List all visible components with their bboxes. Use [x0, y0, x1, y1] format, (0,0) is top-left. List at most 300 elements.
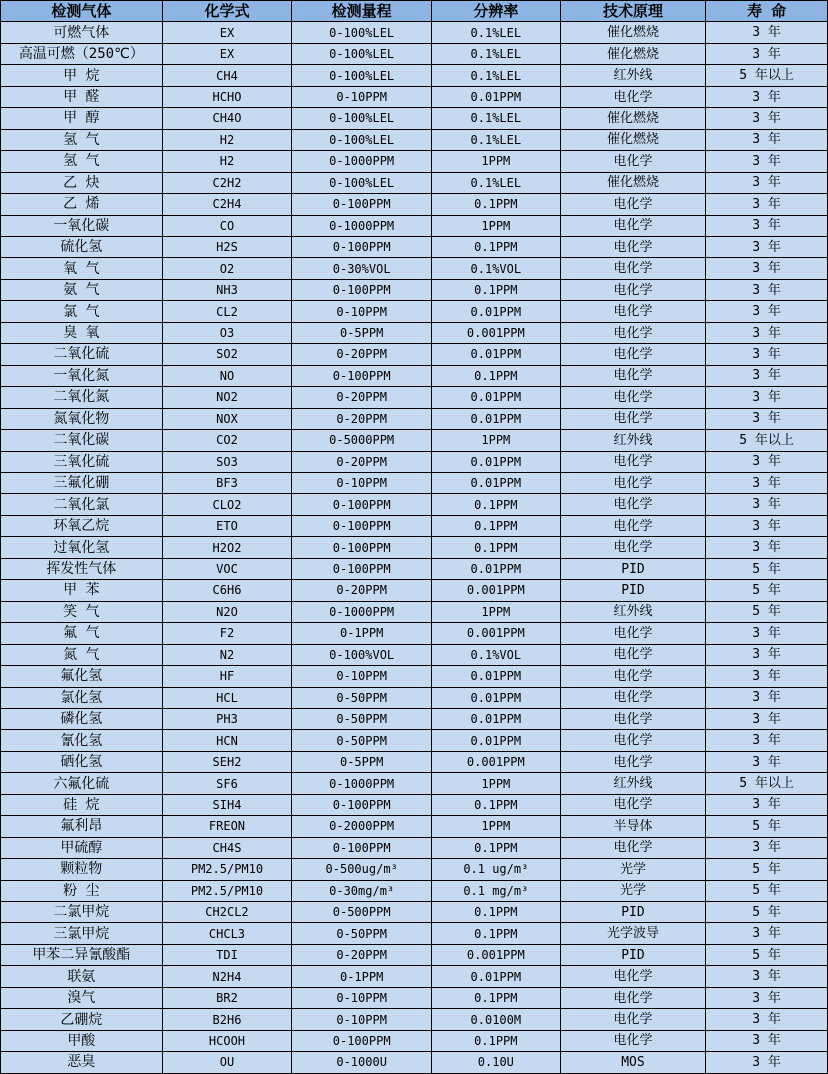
cell-gas-name: 三氯甲烷	[1, 923, 163, 943]
cell-formula: FREON	[163, 816, 293, 836]
table-row	[1, 945, 827, 966]
cell-resolution: 0.1%VOL	[432, 645, 561, 665]
table-row	[1, 752, 827, 773]
cell-gas-name: 乙 烯	[1, 194, 163, 214]
cell-range: 0-100PPM	[292, 795, 432, 815]
cell-principle: 电化学	[561, 1031, 707, 1051]
cell-resolution: 0.1%LEL	[432, 65, 561, 85]
cell-principle: PID	[561, 902, 707, 922]
table-row	[1, 559, 827, 580]
cell-range: 0-5PPM	[292, 752, 432, 772]
table-row	[1, 816, 827, 837]
cell-formula: H2	[163, 130, 293, 150]
cell-gas-name: 恶臭	[1, 1052, 163, 1072]
cell-resolution: 0.001PPM	[432, 623, 561, 643]
cell-formula: VOC	[163, 559, 293, 579]
cell-resolution: 0.1PPM	[432, 902, 561, 922]
cell-principle: 红外线	[561, 65, 707, 85]
cell-principle: PID	[561, 559, 707, 579]
cell-lifespan: 3 年	[706, 923, 827, 943]
cell-principle: 电化学	[561, 194, 707, 214]
cell-range: 0-10PPM	[292, 666, 432, 686]
cell-gas-name: 三氟化硼	[1, 473, 163, 493]
cell-gas-name: 甲 苯	[1, 580, 163, 600]
cell-resolution: 0.1%LEL	[432, 44, 561, 64]
table-row	[1, 87, 827, 108]
cell-gas-name: 颗粒物	[1, 859, 163, 879]
cell-lifespan: 3 年	[706, 623, 827, 643]
table-row	[1, 473, 827, 494]
cell-formula: H2O2	[163, 537, 293, 557]
cell-formula: HCL	[163, 688, 293, 708]
table-row	[1, 387, 827, 408]
cell-lifespan: 3 年	[706, 537, 827, 557]
table-row	[1, 430, 827, 451]
cell-range: 0-2000PPM	[292, 816, 432, 836]
cell-lifespan: 3 年	[706, 1009, 827, 1029]
cell-gas-name: 甲硫醇	[1, 838, 163, 858]
cell-formula: NOX	[163, 409, 293, 429]
cell-formula: SO2	[163, 344, 293, 364]
table-row	[1, 730, 827, 751]
header-cell-formula: 化学式	[163, 1, 293, 21]
cell-range: 0-100%VOL	[292, 645, 432, 665]
cell-resolution: 1PPM	[432, 430, 561, 450]
cell-lifespan: 3 年	[706, 795, 827, 815]
cell-lifespan: 3 年	[706, 473, 827, 493]
table-row	[1, 902, 827, 923]
cell-lifespan: 3 年	[706, 130, 827, 150]
cell-principle: 电化学	[561, 409, 707, 429]
cell-principle: 电化学	[561, 366, 707, 386]
cell-principle: 光学	[561, 859, 707, 879]
cell-gas-name: 氮 气	[1, 645, 163, 665]
cell-formula: NH3	[163, 280, 293, 300]
cell-resolution: 0.001PPM	[432, 752, 561, 772]
cell-lifespan: 3 年	[706, 709, 827, 729]
cell-resolution: 0.01PPM	[432, 666, 561, 686]
header-cell-principle: 技术原理	[561, 1, 707, 21]
cell-lifespan: 3 年	[706, 688, 827, 708]
cell-principle: 半导体	[561, 816, 707, 836]
table-row	[1, 773, 827, 794]
cell-gas-name: 过氧化氢	[1, 537, 163, 557]
cell-lifespan: 3 年	[706, 173, 827, 193]
cell-resolution: 1PPM	[432, 602, 561, 622]
cell-principle: 电化学	[561, 258, 707, 278]
cell-gas-name: 氧 气	[1, 258, 163, 278]
table-row	[1, 709, 827, 730]
cell-resolution: 0.01PPM	[432, 301, 561, 321]
cell-formula: CO	[163, 216, 293, 236]
cell-resolution: 0.01PPM	[432, 387, 561, 407]
cell-lifespan: 3 年	[706, 194, 827, 214]
cell-principle: 红外线	[561, 602, 707, 622]
cell-formula: HCOOH	[163, 1031, 293, 1051]
cell-formula: SF6	[163, 773, 293, 793]
cell-lifespan: 5 年	[706, 881, 827, 901]
cell-principle: 电化学	[561, 838, 707, 858]
cell-range: 0-100PPM	[292, 494, 432, 514]
cell-range: 0-1000PPM	[292, 602, 432, 622]
cell-range: 0-20PPM	[292, 409, 432, 429]
cell-gas-name: 氯 气	[1, 301, 163, 321]
cell-formula: EX	[163, 44, 293, 64]
cell-formula: N2O	[163, 602, 293, 622]
cell-gas-name: 硅 烷	[1, 795, 163, 815]
cell-lifespan: 3 年	[706, 258, 827, 278]
cell-gas-name: 甲 烷	[1, 65, 163, 85]
cell-gas-name: 甲苯二异氰酸酯	[1, 945, 163, 965]
cell-principle: 电化学	[561, 387, 707, 407]
cell-formula: OU	[163, 1052, 293, 1072]
cell-range: 0-100%LEL	[292, 22, 432, 42]
cell-gas-name: 氟 气	[1, 623, 163, 643]
table-row	[1, 923, 827, 944]
table-row	[1, 108, 827, 129]
cell-formula: SO3	[163, 452, 293, 472]
table-row	[1, 130, 827, 151]
cell-lifespan: 3 年	[706, 323, 827, 343]
table-row	[1, 838, 827, 859]
cell-lifespan: 5 年以上	[706, 773, 827, 793]
cell-formula: HCN	[163, 730, 293, 750]
cell-resolution: 0.1PPM	[432, 537, 561, 557]
cell-gas-name: 乙 炔	[1, 173, 163, 193]
cell-resolution: 0.01PPM	[432, 409, 561, 429]
cell-formula: HF	[163, 666, 293, 686]
cell-lifespan: 3 年	[706, 494, 827, 514]
cell-principle: 电化学	[561, 516, 707, 536]
cell-principle: 电化学	[561, 709, 707, 729]
cell-gas-name: 氢 气	[1, 130, 163, 150]
table-row	[1, 22, 827, 43]
cell-principle: 催化燃烧	[561, 44, 707, 64]
cell-lifespan: 5 年	[706, 602, 827, 622]
cell-lifespan: 3 年	[706, 752, 827, 772]
cell-formula: B2H6	[163, 1009, 293, 1029]
table-row	[1, 258, 827, 279]
cell-principle: 电化学	[561, 151, 707, 171]
cell-lifespan: 3 年	[706, 966, 827, 986]
cell-lifespan: 3 年	[706, 645, 827, 665]
cell-gas-name: 乙硼烷	[1, 1009, 163, 1029]
cell-principle: 电化学	[561, 688, 707, 708]
table-row	[1, 151, 827, 172]
cell-principle: 电化学	[561, 645, 707, 665]
cell-gas-name: 氨 气	[1, 280, 163, 300]
cell-range: 0-100%LEL	[292, 65, 432, 85]
cell-formula: BR2	[163, 988, 293, 1008]
cell-resolution: 0.01PPM	[432, 452, 561, 472]
cell-resolution: 1PPM	[432, 216, 561, 236]
cell-resolution: 0.1PPM	[432, 516, 561, 536]
cell-formula: ETO	[163, 516, 293, 536]
cell-range: 0-100PPM	[292, 537, 432, 557]
cell-formula: CH4O	[163, 108, 293, 128]
cell-formula: C6H6	[163, 580, 293, 600]
cell-range: 0-500ug/m³	[292, 859, 432, 879]
cell-formula: PM2.5/PM10	[163, 881, 293, 901]
cell-gas-name: 联氨	[1, 966, 163, 986]
cell-range: 0-1000PPM	[292, 151, 432, 171]
cell-resolution: 1PPM	[432, 151, 561, 171]
cell-formula: SEH2	[163, 752, 293, 772]
cell-gas-name: 粉 尘	[1, 881, 163, 901]
cell-range: 0-50PPM	[292, 709, 432, 729]
cell-principle: 红外线	[561, 430, 707, 450]
cell-gas-name: 一氧化氮	[1, 366, 163, 386]
table-row	[1, 580, 827, 601]
cell-range: 0-100PPM	[292, 838, 432, 858]
cell-gas-name: 可燃气体	[1, 22, 163, 42]
cell-lifespan: 3 年	[706, 1052, 827, 1072]
cell-lifespan: 3 年	[706, 151, 827, 171]
cell-gas-name: 氮氧化物	[1, 409, 163, 429]
cell-gas-name: 甲 醛	[1, 87, 163, 107]
cell-range: 0-100PPM	[292, 280, 432, 300]
table-row	[1, 966, 827, 987]
cell-lifespan: 3 年	[706, 1031, 827, 1051]
cell-resolution: 0.001PPM	[432, 323, 561, 343]
cell-range: 0-10PPM	[292, 988, 432, 1008]
table-row	[1, 216, 827, 237]
cell-range: 0-100PPM	[292, 366, 432, 386]
cell-principle: 电化学	[561, 494, 707, 514]
table-row	[1, 1031, 827, 1052]
cell-formula: N2	[163, 645, 293, 665]
cell-formula: CHCL3	[163, 923, 293, 943]
header-cell-gas-name: 检测气体	[1, 1, 163, 21]
cell-range: 0-100%LEL	[292, 130, 432, 150]
cell-lifespan: 3 年	[706, 666, 827, 686]
cell-lifespan: 5 年	[706, 859, 827, 879]
cell-principle: 催化燃烧	[561, 108, 707, 128]
cell-formula: TDI	[163, 945, 293, 965]
cell-formula: N2H4	[163, 966, 293, 986]
cell-formula: F2	[163, 623, 293, 643]
cell-resolution: 0.1PPM	[432, 280, 561, 300]
cell-range: 0-100PPM	[292, 237, 432, 257]
cell-formula: SIH4	[163, 795, 293, 815]
cell-resolution: 0.1 mg/m³	[432, 881, 561, 901]
cell-range: 0-50PPM	[292, 923, 432, 943]
cell-gas-name: 氯化氢	[1, 688, 163, 708]
cell-gas-name: 三氧化硫	[1, 452, 163, 472]
table-row	[1, 344, 827, 365]
table-row	[1, 452, 827, 473]
cell-resolution: 0.0100M	[432, 1009, 561, 1029]
cell-resolution: 0.01PPM	[432, 966, 561, 986]
cell-gas-name: 溴气	[1, 988, 163, 1008]
cell-principle: PID	[561, 580, 707, 600]
cell-lifespan: 5 年	[706, 580, 827, 600]
header-cell-resolution: 分辨率	[432, 1, 561, 21]
cell-lifespan: 3 年	[706, 838, 827, 858]
cell-gas-name: 甲酸	[1, 1031, 163, 1051]
cell-resolution: 0.1PPM	[432, 988, 561, 1008]
cell-principle: 电化学	[561, 473, 707, 493]
cell-principle: 电化学	[561, 988, 707, 1008]
cell-lifespan: 3 年	[706, 366, 827, 386]
cell-lifespan: 3 年	[706, 237, 827, 257]
table-row	[1, 323, 827, 344]
cell-principle: 电化学	[561, 537, 707, 557]
cell-lifespan: 3 年	[706, 108, 827, 128]
cell-resolution: 0.01PPM	[432, 559, 561, 579]
cell-principle: 电化学	[561, 1009, 707, 1029]
header-cell-lifespan: 寿 命	[706, 1, 827, 21]
cell-principle: 电化学	[561, 752, 707, 772]
table-row	[1, 881, 827, 902]
cell-range: 0-1PPM	[292, 623, 432, 643]
cell-resolution: 1PPM	[432, 773, 561, 793]
cell-resolution: 0.1PPM	[432, 795, 561, 815]
cell-range: 0-10PPM	[292, 1009, 432, 1029]
cell-principle: 光学波导	[561, 923, 707, 943]
table-row	[1, 516, 827, 537]
table-header-row	[1, 1, 827, 22]
cell-gas-name: 挥发性气体	[1, 559, 163, 579]
cell-gas-name: 硒化氢	[1, 752, 163, 772]
table-row	[1, 988, 827, 1009]
cell-principle: 催化燃烧	[561, 173, 707, 193]
cell-formula: CO2	[163, 430, 293, 450]
cell-principle: MOS	[561, 1052, 707, 1072]
cell-lifespan: 3 年	[706, 87, 827, 107]
cell-principle: 电化学	[561, 323, 707, 343]
table-row	[1, 602, 827, 623]
cell-resolution: 0.1%LEL	[432, 22, 561, 42]
cell-formula: CL2	[163, 301, 293, 321]
cell-formula: NO	[163, 366, 293, 386]
table-row	[1, 688, 827, 709]
table-row	[1, 409, 827, 430]
table-row	[1, 194, 827, 215]
cell-resolution: 0.1%LEL	[432, 108, 561, 128]
cell-principle: 电化学	[561, 623, 707, 643]
cell-principle: 电化学	[561, 730, 707, 750]
cell-range: 0-20PPM	[292, 452, 432, 472]
cell-principle: 电化学	[561, 666, 707, 686]
cell-formula: H2S	[163, 237, 293, 257]
cell-gas-name: 氟化氢	[1, 666, 163, 686]
cell-gas-name: 二氯甲烷	[1, 902, 163, 922]
cell-principle: 光学	[561, 881, 707, 901]
cell-range: 0-100%LEL	[292, 173, 432, 193]
cell-range: 0-100PPM	[292, 1031, 432, 1051]
cell-formula: CH4	[163, 65, 293, 85]
cell-gas-name: 二氧化硫	[1, 344, 163, 364]
cell-range: 0-1000PPM	[292, 773, 432, 793]
table-row	[1, 1009, 827, 1030]
cell-gas-name: 一氧化碳	[1, 216, 163, 236]
cell-lifespan: 3 年	[706, 387, 827, 407]
cell-resolution: 0.01PPM	[432, 344, 561, 364]
cell-range: 0-100PPM	[292, 194, 432, 214]
cell-range: 0-10PPM	[292, 87, 432, 107]
cell-resolution: 0.01PPM	[432, 87, 561, 107]
cell-principle: 催化燃烧	[561, 22, 707, 42]
table-row	[1, 623, 827, 644]
cell-range: 0-1000PPM	[292, 216, 432, 236]
cell-resolution: 0.01PPM	[432, 730, 561, 750]
cell-resolution: 0.001PPM	[432, 945, 561, 965]
cell-gas-name: 硫化氢	[1, 237, 163, 257]
cell-lifespan: 5 年	[706, 945, 827, 965]
cell-principle: 电化学	[561, 87, 707, 107]
table-row	[1, 859, 827, 880]
cell-formula: PM2.5/PM10	[163, 859, 293, 879]
cell-lifespan: 5 年	[706, 816, 827, 836]
cell-principle: 电化学	[561, 237, 707, 257]
cell-range: 0-5000PPM	[292, 430, 432, 450]
cell-gas-name: 臭 氧	[1, 323, 163, 343]
cell-range: 0-10PPM	[292, 473, 432, 493]
cell-gas-name: 六氟化硫	[1, 773, 163, 793]
cell-resolution: 0.001PPM	[432, 580, 561, 600]
cell-resolution: 0.1%LEL	[432, 173, 561, 193]
cell-lifespan: 5 年	[706, 902, 827, 922]
cell-formula: CLO2	[163, 494, 293, 514]
cell-formula: NO2	[163, 387, 293, 407]
cell-lifespan: 5 年	[706, 559, 827, 579]
cell-principle: 电化学	[561, 216, 707, 236]
cell-principle: 电化学	[561, 795, 707, 815]
cell-resolution: 0.1PPM	[432, 923, 561, 943]
cell-resolution: 0.1PPM	[432, 838, 561, 858]
cell-principle: 电化学	[561, 344, 707, 364]
cell-range: 0-50PPM	[292, 730, 432, 750]
cell-formula: PH3	[163, 709, 293, 729]
cell-gas-name: 甲 醇	[1, 108, 163, 128]
cell-range: 0-20PPM	[292, 344, 432, 364]
cell-lifespan: 3 年	[706, 301, 827, 321]
cell-range: 0-100%LEL	[292, 108, 432, 128]
cell-lifespan: 5 年以上	[706, 430, 827, 450]
table-row	[1, 666, 827, 687]
table-row	[1, 301, 827, 322]
table-row	[1, 645, 827, 666]
cell-gas-name: 二氧化氯	[1, 494, 163, 514]
cell-range: 0-100%LEL	[292, 44, 432, 64]
cell-range: 0-1000U	[292, 1052, 432, 1072]
cell-principle: 电化学	[561, 966, 707, 986]
cell-formula: O2	[163, 258, 293, 278]
cell-resolution: 0.1PPM	[432, 366, 561, 386]
cell-gas-name: 氰化氢	[1, 730, 163, 750]
cell-range: 0-20PPM	[292, 580, 432, 600]
cell-principle: 红外线	[561, 773, 707, 793]
cell-formula: CH4S	[163, 838, 293, 858]
cell-formula: CH2CL2	[163, 902, 293, 922]
cell-resolution: 0.01PPM	[432, 473, 561, 493]
cell-principle: PID	[561, 945, 707, 965]
cell-resolution: 0.1PPM	[432, 1031, 561, 1051]
cell-lifespan: 3 年	[706, 280, 827, 300]
cell-range: 0-20PPM	[292, 387, 432, 407]
cell-resolution: 0.01PPM	[432, 688, 561, 708]
cell-lifespan: 3 年	[706, 216, 827, 236]
cell-range: 0-30%VOL	[292, 258, 432, 278]
cell-formula: EX	[163, 22, 293, 42]
table-row	[1, 366, 827, 387]
cell-formula: O3	[163, 323, 293, 343]
cell-range: 0-500PPM	[292, 902, 432, 922]
cell-resolution: 0.1PPM	[432, 194, 561, 214]
cell-gas-name: 二氧化氮	[1, 387, 163, 407]
cell-range: 0-10PPM	[292, 301, 432, 321]
